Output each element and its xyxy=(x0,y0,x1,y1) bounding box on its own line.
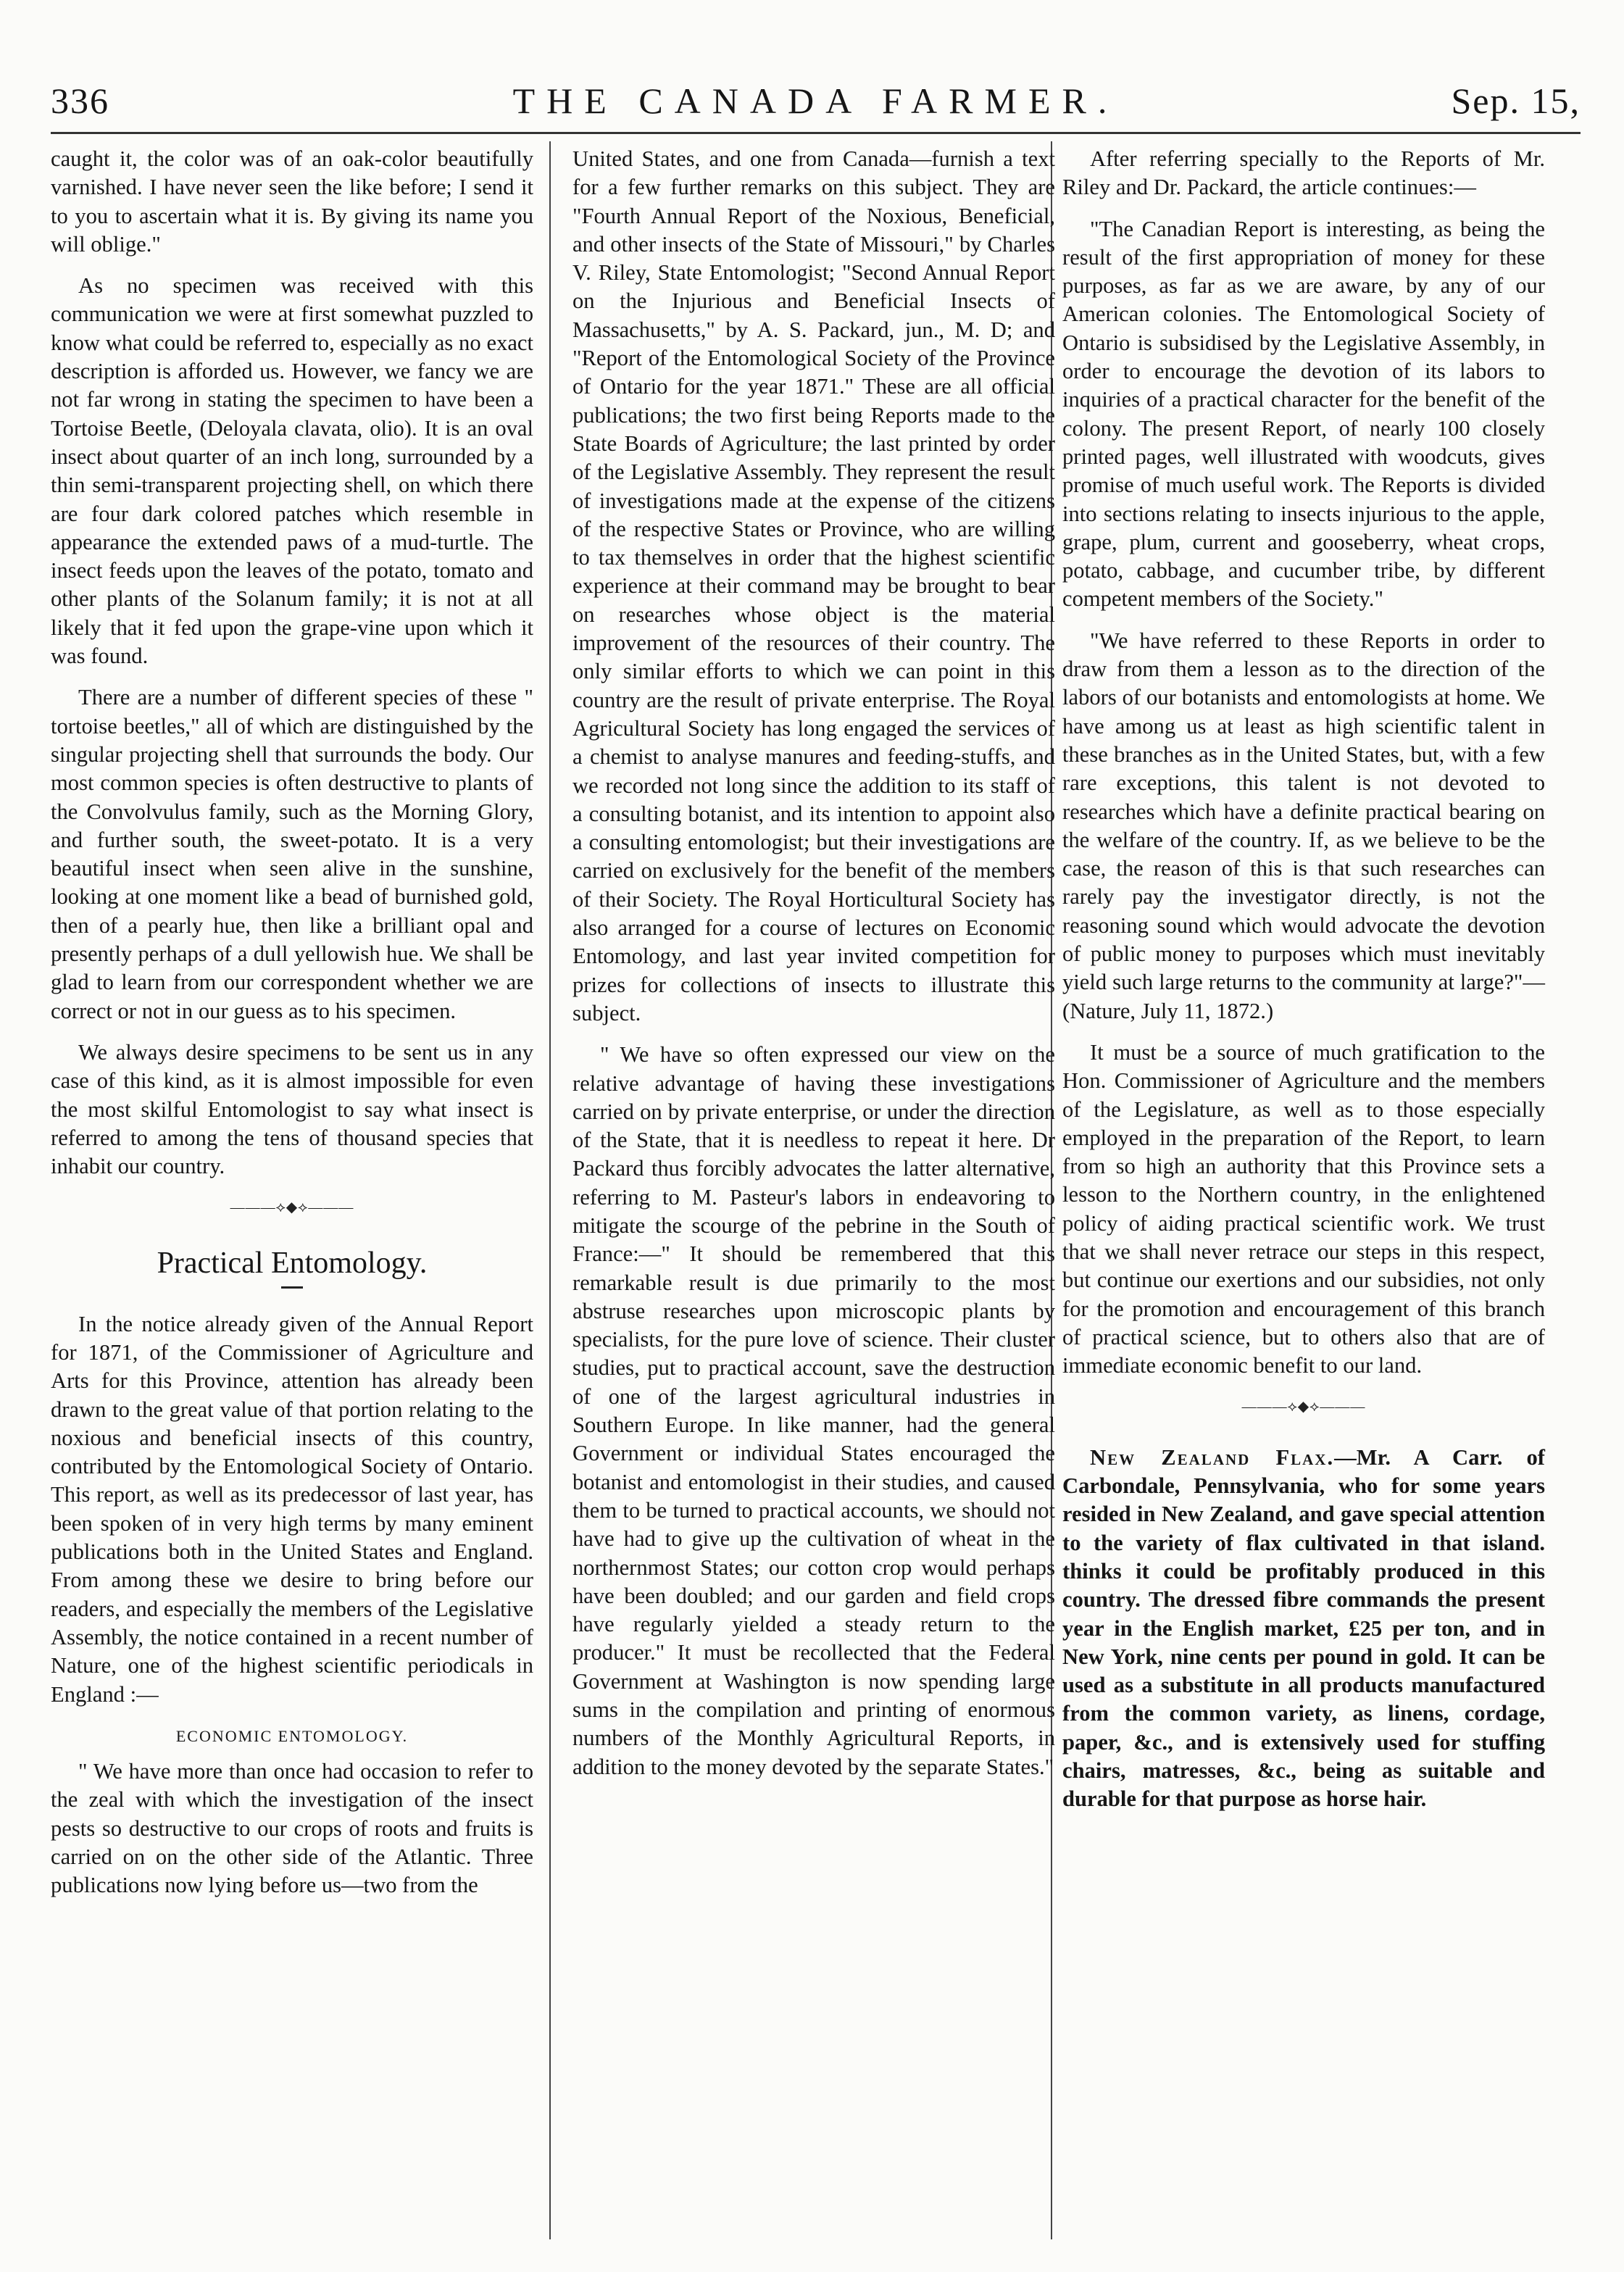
news-item-lead: New Zealand Flax. xyxy=(1090,1444,1335,1470)
news-item-body: —Mr. A Carr. of Carbondale, Pennsylvania, who for some years resided in New Zealand, and gave special attention to the variety of flax cultivated in that island. thinks it could be profitably produced in this country. The dressed fibre commands the present year in the English market, £25 per ton, and in New York, nine cents per pound in gold. It can be used as a substitute in all products manufactured from the common variety, as linens, cordage, paper, &c., and is extensively used for stuffing chairs, matresses, &c., being as suitable and durable for that purpose as horse hair. xyxy=(1062,1444,1545,1812)
paragraph: "We have referred to these Reports in order to draw from them a lesson as to the direction of the labors of our botanists and entomologists at home. We have among us at least as high scientific talent in these branches as in the United States, but, with a few rare exceptions, this talent is not devoted to researches which have a definite practical bearing on the welfare of the country. If, as we believe to be the case, the reason of this is that such researches can rarely pay the investigator directly, is not the reasoning sound which would advocate the devotion of public money to purposes which must inevitably yield such large returns to the community at large?"—(Nature, July 11, 1872.) xyxy=(1062,628,1545,1023)
paragraph: "The Canadian Report is interesting, as being the result of the first appropriation of money for these purposes, as far as we are aware, by any of our American colonies. The Entomological Society of Ontario is subsidised by the Legislative Assembly, in order to encourage the devotion of its labors to inquiries of a practical character for the benefit of the colony. The present Report, of nearly 100 closely printed pages, well illustrated with woodcuts, gives promise of much useful work. The Reports is divided into sections relating to insects injurious to the apple, grape, plum, current and gooseberry, wheat crops, potato, cabbage, and cucumber tribe, by different competent members of the Society." xyxy=(1062,216,1545,612)
paragraph: It must be a source of much gratification to the Hon. Commissioner of Agriculture and the members of the Legislature, as well as to those especially employed in the preparation of the Report, to learn from so high an authority that this Province sets a lesson to the Northern country, in the enlightened policy of aiding practical scientific work. We trust that we shall never retrace our steps in this respect, but continue our exertions and our subsidies, not only for the promotion and encouragement of this branch of practical science, but to others also that are of immediate economic benefit to our land. xyxy=(1062,1039,1545,1378)
paragraph: " We have so often expressed our view on the relative advantage of having these investigations carried on by private enterprise, or under the direction of the State, that it is needless to repeat it here. Dr Packard thus forcibly advocates the latter alternative, referring to M. Pasteur's labors in endeavoring to mitigate the scourge of the pebrine in the South of France:—" It should be remembered that this remarkable result is due primarily to the most abstruse researches upon microscopic plants by specialists, for the pure love of science. Their cluster studies, put to practical account, save the destruction of one of the largest agricultural industries in Southern Europe. In like manner, had the general Government or individual States encouraged the botanist and entomologist in their studies, and caused them to be turned to practical accounts, we should not have had to give up the cultivation of wheat in the northernmost States; our cotton crop would perhaps have been doubled; and our garden and field crops have regularly yielded a steady return to the producer." It must be recollected that the Federal Government at Washington is now spending large sums in the compilation and printing of enormous numbers of the Monthly Agricultural Reports, in addition to the money devoted by the separate States." xyxy=(572,1042,1055,1779)
column-rule-1 xyxy=(549,141,551,2239)
page-number: 336 xyxy=(51,80,109,121)
issue-date: Sep. 15, xyxy=(1451,80,1581,121)
paragraph: " We have more than once had occasion to refer to the zeal with which the investigation of the insect pests so destructive to our crops of roots and fruits is carried on on the other side of the Atlantic. Three publications now lying before us—two from the xyxy=(51,1759,533,1898)
column-1 xyxy=(51,145,533,1913)
column-2 xyxy=(572,145,1055,1794)
news-item xyxy=(1062,1444,1545,1814)
article-subheading: ECONOMIC ENTOMOLOGY. xyxy=(175,1726,409,1745)
heading-dash xyxy=(281,1286,303,1289)
paragraph: caught it, the color was of an oak-color beautifully varnished. I have never seen the like before; I send it to you to ascertain what it is. By giving its name you will oblige." xyxy=(51,146,533,257)
page-header xyxy=(51,80,1581,130)
paragraph: We always desire specimens to be sent us in any case of this kind, as it is almost impossible for even the most skilful Entomologist to say what insect is referred to among the tens of thousand species that inhabit our country. xyxy=(51,1039,533,1179)
column-3 xyxy=(1062,145,1545,1827)
paragraph: After referring specially to the Reports of Mr. Riley and Dr. Packard, the article continues:— xyxy=(1062,146,1545,200)
header-rule xyxy=(51,132,1581,134)
masthead-title: THE CANADA FARMER. xyxy=(512,80,1119,121)
paragraph: There are a number of different species of these " tortoise beetles," all of which are distinguished by the singular projecting shell that surrounds the body. Our most common species is often destructive to plants of the Convolvulus family, such as the Morning Glory, and further south, the sweet-potato. It is a very beautiful insect when seen alive in the sunshine, looking at one moment like a bead of burnished gold, then of a pearly hue, then like a brilliant opal and presently perhaps of a dull yellowish hue. We shall be glad to learn from our correspondent whether we are correct or not in our guess as to his specimen. xyxy=(51,685,533,1023)
section-ornament: ———⟡◆⟡——— xyxy=(1241,1399,1366,1415)
paragraph: United States, and one from Canada—furnish a text for a few further remarks on this subject. They are "Fourth Annual Report of the Noxious, Beneficial, and other insects of the State of Missouri," by Charles V. Riley, State Entomologist; "Second Annual Report on the Injurious and Beneficial Insects of Massachusetts," by A. S. Packard, jun., M. D; and "Report of the Entomological Society of the Province of Ontario for the year 1871." These are all official publications; the two first being Reports made to the State Boards of Agriculture; the last printed by order of the Legislative Assembly. They represent the result of investigations made at the expense of the citizens of the respective States or Province, who are willing to tax themselves in order that the highest scientific experience at their command may be brought to bear on researches whose object is the material improvement of the resources of their country. The only similar efforts to which we can point in this country are the result of private enterprise. The Royal Agricultural Society has long engaged the services of a chemist to analyse manures and feeding-stuffs, and we recorded not long since the addition to its staff of a consulting botanist, and its intention to appoint also a consulting entomologist; but their investigations are carried on exclusively for the benefit of the members of their Society. The Royal Horticultural Society has also arranged for a course of lectures on Economic Entomology, and last year invited competition for prizes for collections of insects to illustrate this subject. xyxy=(572,146,1055,1025)
article-heading: Practical Entomology. xyxy=(157,1246,428,1280)
section-ornament: ———⟡◆⟡——— xyxy=(230,1199,354,1216)
paragraph: In the notice already given of the Annual Report for 1871, of the Commissioner of Agriculture and Arts for this Province, attention has already been drawn to the great value of that portion relating to the noxious and beneficial insects of this country, contributed by the Entomological Society of Ontario. This report, as well as its predecessor of last year, has been spoken of in very high terms by many eminent publications both in the United States and England. From among these we desire to bring before our readers, and especially the members of the Legislative Assembly, the notice contained in a recent number of Nature, one of the highest scientific periodicals in England :— xyxy=(51,1311,533,1707)
paragraph: As no specimen was received with this communication we were at first somewhat puzzled to know what could be referred to, especially as no exact description is afforded us. However, we fancy we are not far wrong in stating the specimen to have been a Tortoise Beetle, (Deloyala clavata, olio). It is an oval insect about quarter of an inch long, surrounded by a thin semi-transparent projecting shell, on which there are four dark colored patches which resemble in appearance the extended paws of a mud-turtle. The insect feeds upon the leaves of the potato, tomato and other plants of the Solanum family; it is not at all likely that it fed upon the grape-vine upon which it was found. xyxy=(51,273,533,669)
